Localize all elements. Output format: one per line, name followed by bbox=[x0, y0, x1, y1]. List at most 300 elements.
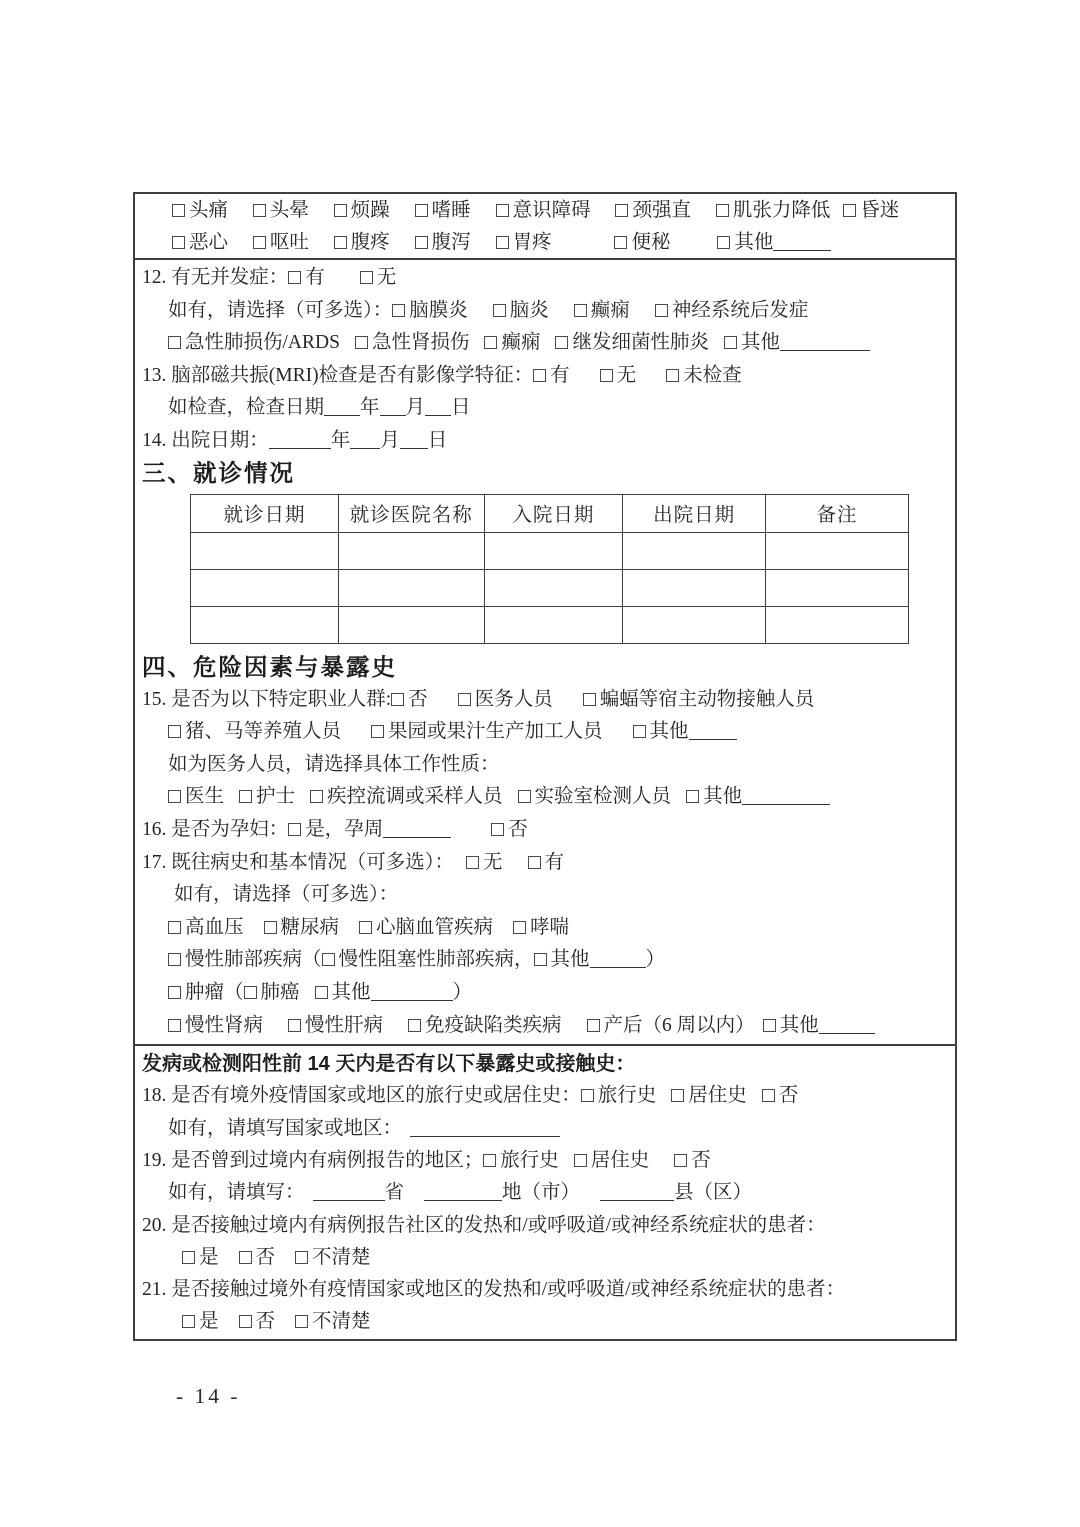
blank-field[interactable] bbox=[400, 432, 428, 449]
q17-option-other bbox=[763, 1010, 875, 1043]
checkbox[interactable] bbox=[528, 856, 541, 869]
option-label: 继发细菌性肺炎 bbox=[572, 332, 709, 354]
checkbox[interactable] bbox=[583, 693, 596, 706]
q15-option bbox=[583, 684, 815, 717]
visit-table-cell[interactable] bbox=[191, 532, 339, 569]
checkbox[interactable] bbox=[288, 1019, 301, 1032]
q17-row1-line bbox=[142, 912, 947, 945]
unit-county: 县（区） bbox=[674, 1182, 753, 1204]
checkbox[interactable] bbox=[581, 1089, 594, 1102]
option-label: 疾控流调或采样人员 bbox=[327, 786, 503, 808]
visit-table bbox=[190, 494, 909, 644]
checkbox[interactable] bbox=[244, 986, 257, 999]
checkbox[interactable] bbox=[408, 1019, 421, 1032]
q17-lung-label: 慢性肺部疾病（ bbox=[185, 949, 322, 971]
visit-table-cell[interactable] bbox=[766, 569, 909, 606]
checkbox[interactable] bbox=[496, 204, 509, 217]
option-label: 脑炎 bbox=[509, 299, 549, 321]
q12-option bbox=[493, 295, 549, 328]
q15-sub-options-line bbox=[142, 781, 947, 814]
symptom-option bbox=[415, 227, 471, 259]
q17-option-yes bbox=[528, 847, 565, 880]
q13-date-line bbox=[142, 392, 947, 425]
case-report-form bbox=[133, 192, 957, 1341]
checkbox[interactable] bbox=[360, 271, 373, 284]
option-label: 嗜睡 bbox=[431, 200, 471, 221]
option-label: 腹泻 bbox=[431, 231, 471, 253]
q17-label: 17. 既往病史和基本情况（可多选）： bbox=[142, 851, 455, 873]
option-label: 果园或果汁生产加工人员 bbox=[388, 721, 603, 743]
q18-option bbox=[762, 1080, 799, 1112]
option-label: 其他 bbox=[703, 786, 743, 808]
option-label: 其他 bbox=[649, 721, 689, 743]
checkbox[interactable] bbox=[493, 304, 506, 317]
q12-option bbox=[555, 327, 709, 360]
checkbox[interactable] bbox=[415, 236, 428, 249]
q19-label: 19. 是否曾到过境内有病例报告的地区； bbox=[142, 1149, 484, 1171]
symptom-option bbox=[253, 195, 309, 227]
option-label: 免疫缺陷类疾病 bbox=[425, 1014, 562, 1036]
option-label: 肺癌 bbox=[260, 981, 300, 1003]
checkbox[interactable] bbox=[574, 304, 587, 317]
q12-sub2-line bbox=[142, 327, 947, 360]
checkbox[interactable] bbox=[666, 369, 679, 382]
checkbox[interactable] bbox=[239, 1251, 252, 1264]
visit-table-cell[interactable] bbox=[484, 606, 623, 643]
unit-day: 日 bbox=[427, 429, 448, 451]
visit-table-cell[interactable] bbox=[338, 532, 484, 569]
checkbox[interactable] bbox=[763, 1019, 776, 1032]
symptom-option bbox=[615, 195, 691, 227]
option-label: 旅行史 bbox=[597, 1085, 657, 1107]
checkbox[interactable] bbox=[172, 236, 185, 249]
visit-table-cell[interactable] bbox=[484, 569, 623, 606]
question-block-15-17 bbox=[135, 682, 955, 1043]
option-label: 不清楚 bbox=[312, 1246, 371, 1268]
checkbox[interactable] bbox=[182, 1251, 195, 1264]
option-label: 其他 bbox=[734, 231, 774, 253]
q18-option bbox=[581, 1080, 657, 1112]
q20-option bbox=[295, 1242, 371, 1274]
option-label: 是 bbox=[199, 1311, 219, 1333]
blank-field[interactable] bbox=[425, 399, 451, 416]
option-label: 糖尿病 bbox=[280, 916, 340, 938]
q17-option bbox=[168, 912, 244, 945]
q13-option bbox=[666, 360, 742, 393]
q15-option bbox=[371, 716, 603, 749]
page-number: - 14 - bbox=[176, 1384, 241, 1408]
checkbox[interactable] bbox=[686, 790, 699, 803]
visit-table-header-row bbox=[191, 494, 909, 532]
q15-option-other bbox=[686, 781, 830, 814]
q15-option-other bbox=[633, 716, 737, 749]
checkbox[interactable] bbox=[355, 336, 368, 349]
checkbox[interactable] bbox=[484, 336, 497, 349]
option-label: 其他 bbox=[740, 332, 780, 354]
option-label: 呕吐 bbox=[269, 231, 309, 253]
checkbox[interactable] bbox=[762, 1089, 775, 1102]
visit-table-cell[interactable] bbox=[484, 532, 623, 569]
checkbox[interactable] bbox=[168, 336, 181, 349]
q16-option-yes bbox=[288, 814, 451, 847]
option-label: 产后（6 周以内） bbox=[603, 1014, 755, 1036]
blank-field[interactable] bbox=[380, 399, 406, 416]
q13-line bbox=[142, 360, 947, 393]
checkbox[interactable] bbox=[371, 725, 384, 738]
q21-option bbox=[295, 1306, 371, 1338]
q21-line bbox=[142, 1274, 947, 1306]
unit-day: 日 bbox=[451, 397, 471, 419]
blank-field[interactable] bbox=[819, 1017, 875, 1034]
checkbox[interactable] bbox=[334, 204, 347, 217]
unit-province: 省 bbox=[384, 1182, 405, 1204]
option-label: 护士 bbox=[256, 786, 296, 808]
checkbox[interactable] bbox=[555, 336, 568, 349]
q18-line bbox=[142, 1080, 947, 1112]
symptom-option bbox=[253, 227, 309, 259]
q17-sub-label: 如有，请选择（可多选）： bbox=[174, 884, 399, 906]
q21-option bbox=[239, 1306, 276, 1338]
section3-title: 三、就诊情况 bbox=[142, 459, 295, 486]
option-label: 不清楚 bbox=[312, 1311, 371, 1333]
checkbox[interactable] bbox=[391, 693, 404, 706]
q17-option bbox=[513, 912, 569, 945]
checkbox[interactable] bbox=[168, 1019, 181, 1032]
checkbox[interactable] bbox=[253, 236, 266, 249]
q13-option bbox=[533, 360, 570, 393]
unit-city: 地（市） bbox=[502, 1182, 581, 1204]
option-label: 烦躁 bbox=[350, 200, 390, 221]
option-label: 肌张力降低 bbox=[732, 200, 831, 221]
option-label: 无 bbox=[616, 364, 637, 386]
visit-table-row bbox=[191, 606, 909, 643]
option-label: 否 bbox=[255, 1311, 276, 1333]
checkbox[interactable] bbox=[182, 1315, 195, 1328]
symptom-option bbox=[415, 195, 471, 227]
option-label: 有 bbox=[305, 267, 325, 288]
checkbox[interactable] bbox=[295, 1315, 308, 1328]
symptom-option bbox=[334, 195, 390, 227]
option-label: 脑膜炎 bbox=[409, 299, 468, 321]
q12-label: 12. 有无并发症： bbox=[142, 267, 289, 288]
q21-options-line bbox=[142, 1306, 947, 1338]
blank-field[interactable] bbox=[269, 432, 331, 449]
q17-option bbox=[288, 1010, 383, 1043]
q12-option-no bbox=[360, 262, 397, 295]
visit-table-header-3: 入院日期 bbox=[484, 494, 623, 532]
visit-table-cell[interactable] bbox=[623, 606, 766, 643]
blank-field[interactable] bbox=[600, 1184, 674, 1201]
q13-sub-label: 如检查，检查日期 bbox=[168, 397, 325, 419]
exposure-header: 发病或检测阳性前 14 天内是否有以下暴露史或接触史： bbox=[142, 1053, 636, 1076]
checkbox[interactable] bbox=[655, 304, 668, 317]
option-label: 急性肾损伤 bbox=[371, 332, 470, 354]
option-label: 否 bbox=[408, 688, 428, 710]
option-label: 旅行史 bbox=[500, 1149, 559, 1171]
option-label: 否 bbox=[255, 1246, 276, 1268]
checkbox[interactable] bbox=[359, 921, 372, 934]
visit-table-cell[interactable] bbox=[191, 569, 339, 606]
visit-table-cell[interactable] bbox=[623, 569, 766, 606]
visit-table-cell[interactable] bbox=[766, 606, 909, 643]
q12-line bbox=[142, 262, 947, 295]
blank-field[interactable] bbox=[742, 788, 830, 805]
q15-label: 15. 是否为以下特定职业人群: bbox=[142, 688, 392, 710]
option-label: 实验室检测人员 bbox=[534, 786, 672, 808]
option-label: 医务人员 bbox=[474, 688, 553, 710]
q12-option bbox=[484, 327, 540, 360]
option-label: 否 bbox=[691, 1149, 711, 1171]
q12-sub1-line bbox=[142, 295, 947, 328]
symptom-option bbox=[496, 195, 591, 227]
option-label: 颈强直 bbox=[632, 200, 691, 221]
option-label: 高血压 bbox=[185, 916, 244, 938]
blank-field[interactable] bbox=[383, 821, 451, 838]
q17-option-none bbox=[466, 847, 503, 880]
q15-option bbox=[391, 684, 428, 717]
checkbox[interactable] bbox=[239, 790, 252, 803]
q17-tumor-other: 其他 bbox=[331, 981, 371, 1003]
q17-option bbox=[359, 912, 493, 945]
checkbox[interactable] bbox=[587, 1019, 600, 1032]
blank-field[interactable] bbox=[780, 334, 870, 351]
q15-option bbox=[168, 781, 224, 814]
option-label: 慢性肾病 bbox=[185, 1014, 264, 1036]
option-label: 有 bbox=[550, 364, 570, 386]
checkbox[interactable] bbox=[415, 204, 428, 217]
visit-table-header-4: 出院日期 bbox=[623, 494, 766, 532]
option-label: 否 bbox=[508, 818, 528, 840]
q15-option bbox=[239, 781, 295, 814]
checkbox[interactable] bbox=[717, 236, 730, 249]
option-label: 胃疼 bbox=[512, 231, 552, 253]
option-label: 心脑血管疾病 bbox=[376, 916, 494, 938]
q14-line bbox=[142, 425, 947, 458]
q12-option bbox=[574, 295, 630, 328]
q12-sub-label: 如有，请选择（可多选）： bbox=[168, 299, 393, 321]
symptom-row-2 bbox=[172, 227, 945, 259]
blank-field[interactable] bbox=[424, 1184, 502, 1201]
q17-tumor-line bbox=[142, 977, 947, 1010]
unit-year: 年 bbox=[330, 429, 351, 451]
option-label: 恶心 bbox=[189, 231, 229, 253]
option-label: 无 bbox=[483, 851, 503, 873]
checkbox[interactable] bbox=[724, 336, 737, 349]
checkbox[interactable] bbox=[496, 236, 509, 249]
visit-table-header-1: 就诊日期 bbox=[191, 494, 339, 532]
section4-title: 四、危险因素与暴露史 bbox=[142, 653, 397, 680]
q15-option bbox=[458, 684, 553, 717]
checkbox[interactable] bbox=[288, 823, 301, 836]
option-label: 头晕 bbox=[269, 200, 309, 221]
q17-tumor-label: 肿瘤（ bbox=[185, 981, 244, 1003]
checkbox[interactable] bbox=[614, 236, 627, 249]
option-label: 有 bbox=[544, 851, 565, 873]
q18-option bbox=[671, 1080, 747, 1112]
option-label: 否 bbox=[778, 1085, 799, 1107]
unit-month: 月 bbox=[380, 429, 400, 451]
q17-row4-line bbox=[142, 1010, 947, 1043]
option-label: 蝙蝠等宿主动物接触人员 bbox=[599, 688, 815, 710]
symptom-row-1 bbox=[172, 195, 945, 227]
checkbox[interactable] bbox=[533, 369, 546, 382]
option-label: 慢性肝病 bbox=[305, 1014, 384, 1036]
checkbox[interactable] bbox=[168, 790, 181, 803]
symptom-checkbox-block bbox=[135, 194, 955, 260]
symptom-option bbox=[843, 195, 899, 227]
checkbox[interactable] bbox=[513, 921, 526, 934]
checkbox[interactable] bbox=[491, 823, 504, 836]
option-label: 头痛 bbox=[189, 200, 229, 221]
unit-year: 年 bbox=[360, 397, 380, 419]
q15-line bbox=[142, 684, 947, 717]
visit-table-cell[interactable] bbox=[766, 532, 909, 569]
checkbox[interactable] bbox=[518, 790, 531, 803]
option-label: 是 bbox=[199, 1246, 219, 1268]
blank-field[interactable] bbox=[773, 234, 831, 251]
q18-label: 18. 是否有境外疫情国家或地区的旅行史或居住史： bbox=[142, 1085, 581, 1107]
symptom-option bbox=[614, 227, 670, 259]
checkbox[interactable] bbox=[168, 725, 181, 738]
q20-option bbox=[239, 1242, 276, 1274]
option-label: 无 bbox=[376, 267, 397, 288]
symptom-option bbox=[172, 227, 228, 259]
checkbox[interactable] bbox=[458, 693, 471, 706]
unit-month: 月 bbox=[405, 397, 426, 419]
q19-option bbox=[674, 1145, 711, 1177]
visit-table-row bbox=[191, 532, 909, 569]
visit-table-header-2: 就诊医院名称 bbox=[338, 494, 484, 532]
blank-field[interactable] bbox=[350, 432, 380, 449]
q17-option bbox=[264, 912, 340, 945]
blank-field[interactable] bbox=[410, 1120, 560, 1137]
option-label: 其他 bbox=[779, 1014, 819, 1036]
symptom-option bbox=[716, 195, 831, 227]
q21-label: 21. 是否接触过境外有疫情国家或地区的发热和/或呼吸道/或神经系统症状的患者： bbox=[142, 1279, 846, 1301]
option-label: 便秘 bbox=[631, 231, 671, 253]
q17-lung-close: ） bbox=[645, 949, 666, 971]
q16-line bbox=[142, 814, 947, 847]
checkbox[interactable] bbox=[310, 790, 323, 803]
q17-option bbox=[408, 1010, 562, 1043]
q21-option bbox=[182, 1306, 219, 1338]
checkbox[interactable] bbox=[168, 953, 181, 966]
visit-table-cell[interactable] bbox=[338, 606, 484, 643]
q12-option bbox=[655, 295, 809, 328]
checkbox[interactable] bbox=[392, 304, 405, 317]
option-label: 居住史 bbox=[688, 1085, 747, 1107]
option-label: 意识障碍 bbox=[512, 200, 591, 221]
checkbox[interactable] bbox=[288, 271, 301, 284]
blank-field[interactable] bbox=[371, 984, 453, 1001]
checkbox[interactable] bbox=[466, 856, 479, 869]
q19-option bbox=[483, 1145, 559, 1177]
visit-table-row bbox=[191, 569, 909, 606]
q20-label: 20. 是否接触过境内有病例报告社区的发热和/或呼吸道/或神经系统症状的患者： bbox=[142, 1214, 826, 1236]
q12-option bbox=[168, 327, 340, 360]
q17-lung-copd: 慢性阻塞性肺部疾病， bbox=[338, 949, 534, 971]
visit-table-cell[interactable] bbox=[191, 606, 339, 643]
checkbox[interactable] bbox=[315, 986, 328, 999]
q17-tumor-lung-cancer bbox=[244, 977, 300, 1010]
q12-option-yes bbox=[288, 262, 325, 295]
q15-option bbox=[168, 716, 341, 749]
q13-option bbox=[600, 360, 637, 393]
q19-option bbox=[574, 1145, 650, 1177]
q17-sub-label-line bbox=[142, 879, 947, 912]
q15-row2-line bbox=[142, 716, 947, 749]
q16-label: 16. 是否为孕妇： bbox=[142, 818, 289, 840]
option-label: 医生 bbox=[185, 786, 225, 808]
option-label: 是，孕周 bbox=[305, 818, 384, 840]
q20-line bbox=[142, 1210, 947, 1242]
q12-option-other bbox=[724, 327, 870, 360]
blank-field[interactable] bbox=[590, 951, 646, 968]
q18-sub-label: 如有，请填写国家或地区： bbox=[168, 1117, 403, 1139]
option-label: 猪、马等养殖人员 bbox=[185, 721, 342, 743]
checkbox[interactable] bbox=[633, 725, 646, 738]
checkbox[interactable] bbox=[253, 204, 266, 217]
checkbox[interactable] bbox=[716, 204, 729, 217]
visit-table-cell[interactable] bbox=[623, 532, 766, 569]
option-label: 昏迷 bbox=[860, 200, 900, 221]
q19-sub-label: 如有，请填写： bbox=[168, 1182, 305, 1204]
q17-option bbox=[587, 1010, 755, 1043]
option-label: 癫痫 bbox=[501, 332, 541, 354]
q19-line bbox=[142, 1145, 947, 1177]
checkbox[interactable] bbox=[334, 236, 347, 249]
q20-options-line bbox=[142, 1242, 947, 1274]
checkbox[interactable] bbox=[168, 986, 181, 999]
q17-option bbox=[168, 1010, 263, 1043]
q12-option bbox=[355, 327, 470, 360]
option-label: 急性肺损伤/ARDS bbox=[185, 332, 340, 354]
checkbox[interactable] bbox=[615, 204, 628, 217]
checkbox[interactable] bbox=[534, 953, 547, 966]
option-label: 居住史 bbox=[590, 1149, 650, 1171]
symptom-option-other bbox=[717, 227, 831, 259]
symptom-option bbox=[496, 227, 552, 259]
blank-field[interactable] bbox=[689, 723, 737, 740]
visit-table-cell[interactable] bbox=[338, 569, 484, 606]
q17-line bbox=[142, 847, 947, 880]
option-label: 癫痫 bbox=[590, 299, 630, 321]
checkbox[interactable] bbox=[671, 1089, 684, 1102]
option-label: 神经系统后发症 bbox=[671, 299, 809, 321]
checkbox[interactable] bbox=[843, 204, 856, 217]
q15-option bbox=[310, 781, 503, 814]
checkbox[interactable] bbox=[239, 1315, 252, 1328]
checkbox[interactable] bbox=[574, 1154, 587, 1167]
q15-option bbox=[518, 781, 672, 814]
checkbox[interactable] bbox=[264, 921, 277, 934]
q14-label: 14. 出院日期： bbox=[142, 429, 269, 451]
option-label: 腹疼 bbox=[350, 231, 390, 253]
q20-option bbox=[182, 1242, 219, 1274]
q17-lung-line bbox=[142, 944, 947, 977]
checkbox[interactable] bbox=[600, 369, 613, 382]
blank-field[interactable] bbox=[324, 399, 360, 416]
checkbox[interactable] bbox=[168, 921, 181, 934]
checkbox[interactable] bbox=[674, 1154, 687, 1167]
blank-field[interactable] bbox=[313, 1184, 385, 1201]
q15-sub-label-line bbox=[142, 749, 947, 782]
option-label: 哮喘 bbox=[530, 916, 570, 938]
checkbox[interactable] bbox=[172, 204, 185, 217]
checkbox[interactable] bbox=[322, 953, 335, 966]
checkbox[interactable] bbox=[295, 1251, 308, 1264]
checkbox[interactable] bbox=[483, 1154, 496, 1167]
